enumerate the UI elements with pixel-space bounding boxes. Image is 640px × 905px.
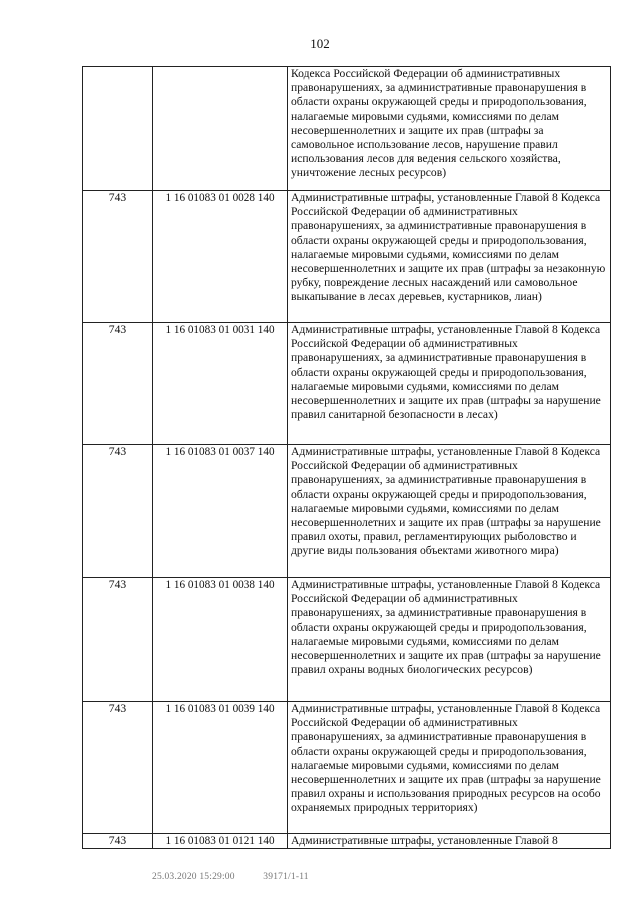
admin-code-cell: 743 <box>83 834 153 849</box>
description-cell: Административные штрафы, установленные Главой 8 Кодекса Российской Федерации об административных правонарушениях, за административные правонарушения в области охраны окружающей среды и природопользования, налагаемые мировыми судьями, комиссиями по делам несовершеннолетних и защите их прав (штрафы за нарушение правил охоты, правил, регламентирующих рыболовство и другие виды пользования объектами животного мира) <box>288 445 611 578</box>
kbk-code-cell: 1 16 01083 01 0039 140 <box>153 702 288 834</box>
kbk-code-cell: 1 16 01083 01 0037 140 <box>153 445 288 578</box>
table-row <box>83 323 611 445</box>
table-row <box>83 702 611 834</box>
footer-doc-id: 39171/1-11 <box>263 872 309 882</box>
description-cell: Административные штрафы, установленные Главой 8 <box>288 834 611 849</box>
description-cell: Административные штрафы, установленные Главой 8 Кодекса Российской Федерации об административных правонарушениях, за административные правонарушения в области охраны окружающей среды и природопользования, налагаемые мировыми судьями, комиссиями по делам несовершеннолетних и защите их прав (штрафы за нарушение правил охраны и использования природных ресурсов на особо охраняемых природных территориях) <box>288 702 611 834</box>
footer-timestamp: 25.03.2020 15:29:00 <box>152 872 235 882</box>
description-cell: Административные штрафы, установленные Главой 8 Кодекса Российской Федерации об административных правонарушениях, за административные правонарушения в области охраны окружающей среды и природопользования, налагаемые мировыми судьями, комиссиями по делам несовершеннолетних и защите их прав (штрафы за незаконную рубку, повреждение лесных насаждений или самовольное выкапывание в лесах деревьев, кустарников, лиан) <box>288 191 611 323</box>
kbk-code-cell: 1 16 01083 01 0028 140 <box>153 191 288 323</box>
admin-code-cell: 743 <box>83 578 153 702</box>
kbk-code-cell: 1 16 01083 01 0121 140 <box>153 834 288 849</box>
description-cell: Административные штрафы, установленные Главой 8 Кодекса Российской Федерации об административных правонарушениях, за административные правонарушения в области охраны окружающей среды и природопользования, налагаемые мировыми судьями, комиссиями по делам несовершеннолетних и защите их прав (штрафы за нарушение правил охраны водных биологических ресурсов) <box>288 578 611 702</box>
description-cell: Кодекса Российской Федерации об административных правонарушениях, за административные правонарушения в области охраны окружающей среды и природопользования, налагаемые мировыми судьями, комиссиями по делам несовершеннолетних и защите их прав (штрафы за самовольное использование лесов, нарушение правил использования лесов для ведения сельского хозяйства, уничтожение лесных ресурсов) <box>288 67 611 191</box>
table-row <box>83 191 611 323</box>
table-row <box>83 578 611 702</box>
admin-code-cell: 743 <box>83 323 153 445</box>
page-number: 102 <box>310 36 330 51</box>
table-row <box>83 67 611 191</box>
kbk-code-cell: 1 16 01083 01 0031 140 <box>153 323 288 445</box>
table-row <box>83 834 611 849</box>
kbk-code-cell: 1 16 01083 01 0038 140 <box>153 578 288 702</box>
kbk-code-cell <box>153 67 288 191</box>
description-cell: Административные штрафы, установленные Главой 8 Кодекса Российской Федерации об административных правонарушениях, за административные правонарушения в области охраны окружающей среды и природопользования, налагаемые мировыми судьями, комиссиями по делам несовершеннолетних и защите их прав (штрафы за нарушение правил санитарной безопасности в лесах) <box>288 323 611 445</box>
admin-code-cell: 743 <box>83 702 153 834</box>
admin-code-cell <box>83 67 153 191</box>
footer <box>152 872 309 882</box>
admin-code-cell: 743 <box>83 191 153 323</box>
budget-codes-table <box>82 66 611 849</box>
admin-code-cell: 743 <box>83 445 153 578</box>
table-row <box>83 445 611 578</box>
